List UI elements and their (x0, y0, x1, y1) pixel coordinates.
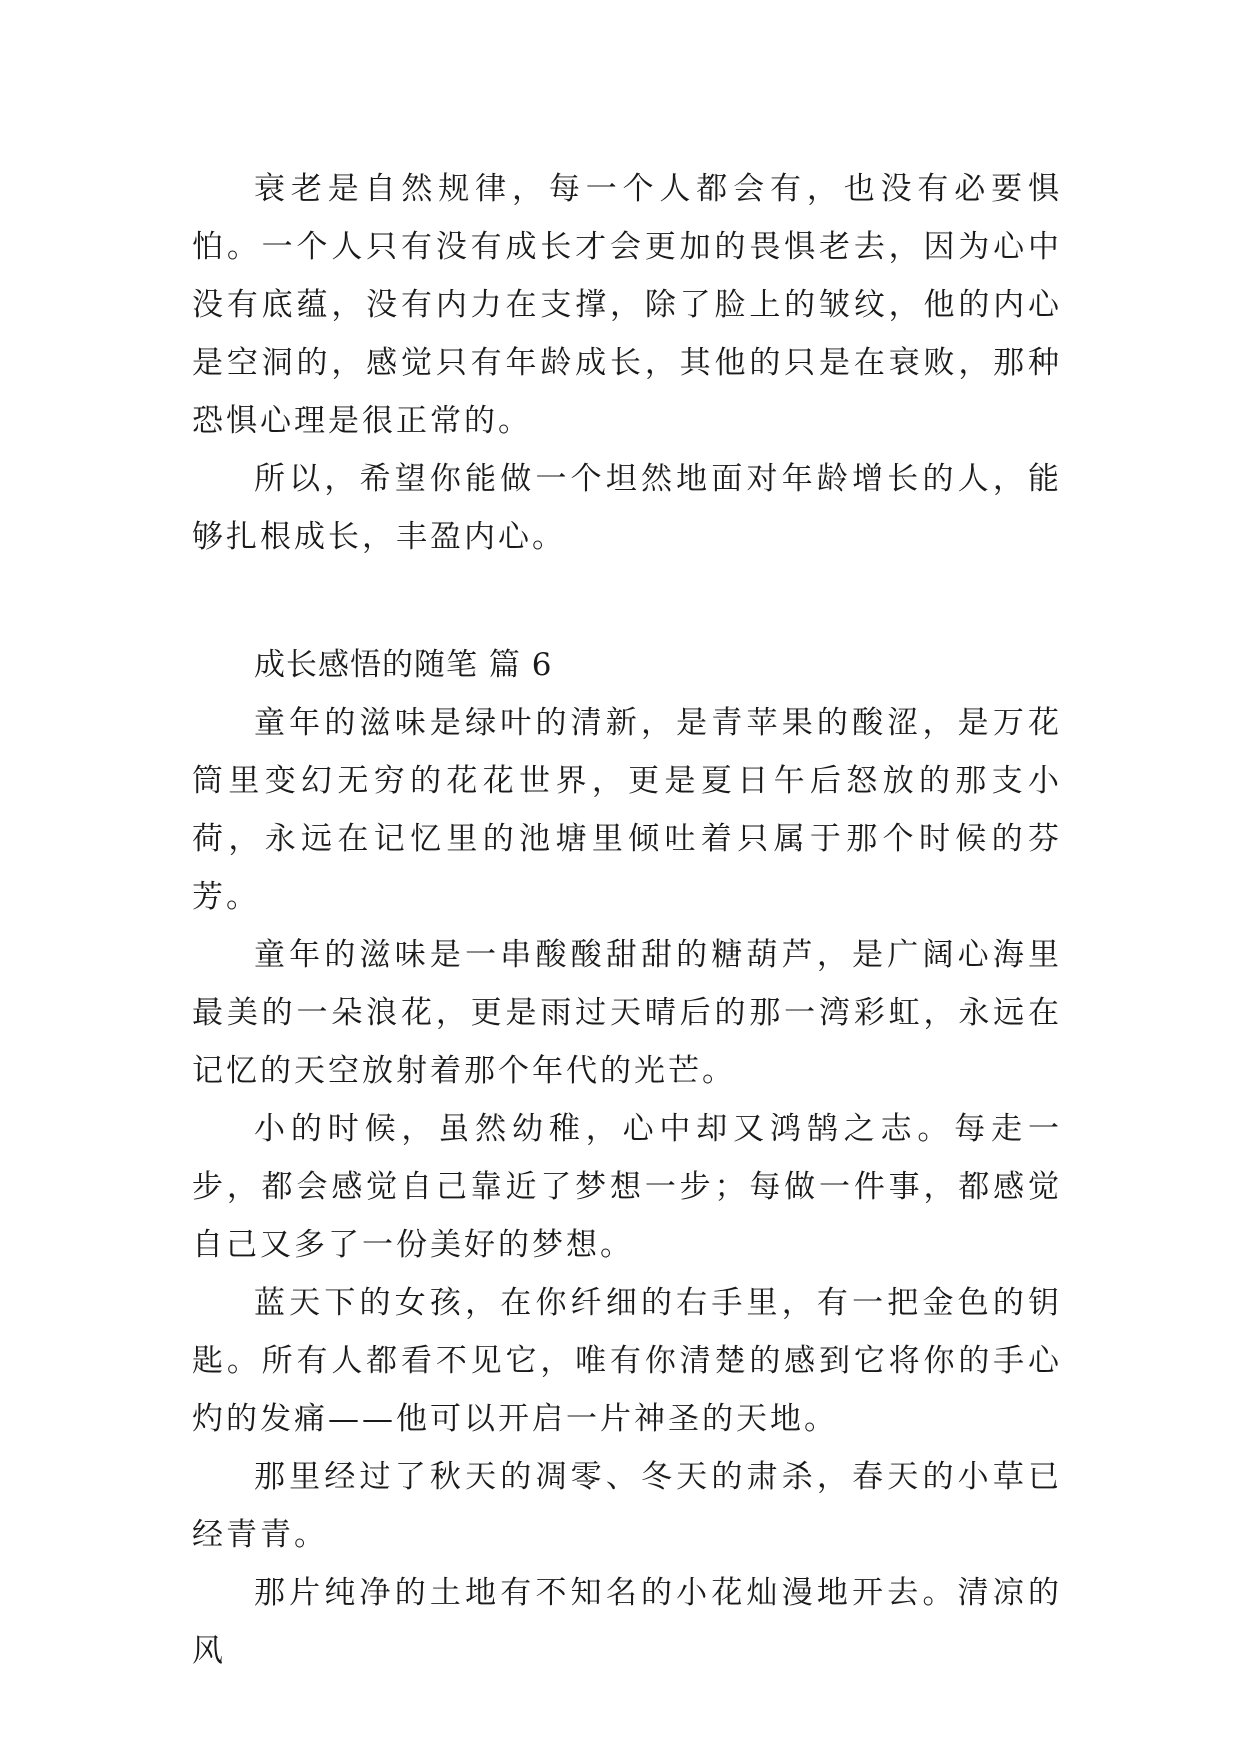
paragraph-childhood-taste-2: 童年的滋味是一串酸酸甜甜的糖葫芦，是广阔心海里最美的一朵浪花，更是雨过天晴后的那一湾彩虹，永远在记忆的天空放射着那个年代的光芒。 (192, 937, 1062, 1089)
section-heading: 成长感悟的随笔 篇 6 (254, 647, 553, 683)
paragraph-hope: 所以，希望你能做一个坦然地面对年龄增长的人，能够扎根成长，丰盈内心。 (192, 461, 1062, 555)
body-text (192, 160, 1062, 1680)
paragraph-golden-key: 蓝天下的女孩，在你纤细的右手里，有一把金色的钥匙。所有人都看不见它，唯有你清楚的感到它将你的手心灼的发痛——他可以开启一片神圣的天地。 (192, 1285, 1062, 1437)
paragraph-seasons: 那里经过了秋天的凋零、冬天的肃杀，春天的小草已经青青。 (192, 1459, 1062, 1553)
paragraph-childhood-taste-1: 童年的滋味是绿叶的清新，是青苹果的酸涩，是万花筒里变幻无穷的花花世界，更是夏日午后怒放的那支小荷，永远在记忆里的池塘里倾吐着只属于那个时候的芬芳。 (192, 705, 1062, 915)
section-gap (192, 566, 1062, 636)
paragraph-pure-land: 那片纯净的土地有不知名的小花灿漫地开去。清凉的风 (192, 1575, 1062, 1669)
paragraph-aging: 衰老是自然规律，每一个人都会有，也没有必要惧怕。一个人只有没有成长才会更加的畏惧老去，因为心中没有底蕴，没有内力在支撑，除了脸上的皱纹，他的内心是空洞的，感觉只有年龄成长，其他的只是在衰败，那种恐惧心理是很正常的。 (192, 171, 1062, 439)
paragraph-childhood-dreams: 小的时候，虽然幼稚，心中却又鸿鹄之志。每走一步，都会感觉自己靠近了梦想一步；每做一件事，都感觉自己又多了一份美好的梦想。 (192, 1111, 1062, 1263)
